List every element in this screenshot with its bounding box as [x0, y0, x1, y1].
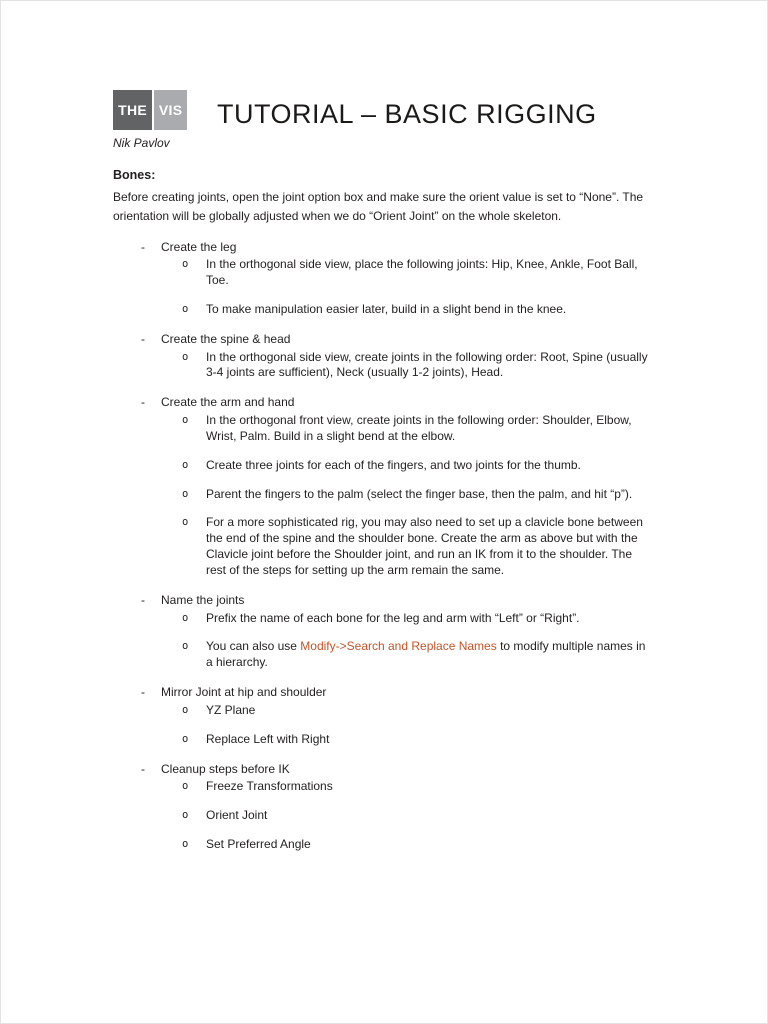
author-name: Nik Pavlov — [113, 136, 170, 150]
circle-bullet: o — [182, 487, 189, 500]
list-section — [113, 593, 655, 671]
dash-bullet: - — [141, 685, 145, 700]
dash-bullet: - — [141, 395, 145, 410]
list-section — [113, 685, 655, 747]
list-section-title — [113, 395, 655, 411]
circle-bullet: o — [182, 350, 189, 363]
bullet-list — [113, 240, 655, 853]
list-section — [113, 240, 655, 318]
text-before-link: You can also use — [206, 639, 301, 654]
list-item-text: To make manipulation easier later, build in a slight bend in the knee. — [206, 302, 567, 316]
logo-the-box: THE — [113, 90, 152, 130]
circle-bullet: o — [182, 838, 189, 851]
circle-bullet: o — [182, 516, 189, 529]
list-item — [113, 458, 655, 474]
section-title-text: Name the joints — [161, 592, 245, 607]
section-title-text: Create the arm and hand — [161, 395, 295, 410]
list-item — [113, 611, 655, 627]
dash-bullet: - — [141, 239, 145, 254]
list-section-title — [113, 762, 655, 778]
list-item — [113, 732, 655, 748]
list-item-text: For a more sophisticated rig, you may also need to set up a clavicle bone between the end of the spine and the shoulder bone. Create the arm as above but with the Clavicle joint before the Shoulder joint, and run an IK from it to the shoulder. The rest of the steps for setting up the arm remain the same. — [206, 515, 643, 577]
list-section-title — [113, 685, 655, 701]
list-item-text: Create three joints for each of the fingers, and two joints for the thumb. — [206, 457, 581, 472]
list-item — [113, 808, 655, 824]
menu-path-highlight: Modify->Search and Replace Names — [300, 639, 497, 654]
list-section-title — [113, 332, 655, 348]
circle-bullet: o — [182, 414, 189, 427]
circle-bullet: o — [182, 703, 189, 716]
dash-bullet: - — [141, 592, 145, 607]
list-item-text: Prefix the name of each bone for the leg and arm with “Left” or “Right”. — [206, 610, 580, 625]
list-section-title — [113, 240, 655, 256]
list-item — [113, 302, 655, 318]
circle-bullet: o — [182, 732, 189, 745]
list-item — [113, 515, 655, 578]
brand-block — [113, 90, 187, 152]
list-item — [113, 639, 655, 671]
list-item — [113, 257, 655, 289]
section-title-text: Mirror Joint at hip and shoulder — [161, 685, 327, 700]
list-item — [113, 413, 655, 445]
circle-bullet: o — [182, 611, 189, 624]
list-item — [113, 837, 655, 853]
list-item — [113, 779, 655, 795]
list-item-text: Set Preferred Angle — [206, 837, 311, 852]
list-item-text: In the orthogonal front view, create joints in the following order: Shoulder, Elbow, Wrist, Palm. Build in a slight bend at the elbow. — [206, 413, 632, 443]
list-section — [113, 762, 655, 853]
list-item — [113, 703, 655, 719]
list-item-text: In the orthogonal side view, place the following joints: Hip, Knee, Ankle, Foot Ball, Toe. — [206, 257, 638, 288]
dash-bullet: - — [141, 331, 145, 346]
list-item-text: YZ Plane — [206, 702, 256, 717]
circle-bullet: o — [182, 640, 189, 653]
circle-bullet: o — [182, 809, 189, 822]
list-item-text: In the orthogonal side view, create joints in the following order: Root, Spine (usually 3-4 joints are sufficient), Neck (usually 1-2 joints), Head. — [206, 349, 648, 380]
list-section — [113, 332, 655, 381]
page-title: TUTORIAL – BASIC RIGGING — [217, 99, 597, 129]
section-title-text: Create the spine & head — [161, 331, 291, 346]
list-item-text: Parent the fingers to the palm (select the finger base, then the palm, and hit “p”). — [206, 486, 633, 501]
intro-paragraph: Before creating joints, open the joint option box and make sure the orient value is set to “None”. The orientation will be globally adjusted when we do “Orient Joint” on the whole skeleton. — [113, 190, 644, 223]
section-heading: Bones: — [113, 167, 156, 182]
text-after-link: to modify multiple names in a hierarchy. — [206, 639, 646, 670]
circle-bullet: o — [182, 303, 189, 315]
dash-bullet: - — [141, 761, 145, 776]
list-item-text — [206, 639, 655, 671]
section-title-text: Cleanup steps before IK — [161, 761, 290, 776]
circle-bullet: o — [182, 780, 189, 793]
logo-vis-box: VIS — [154, 90, 187, 130]
list-section — [113, 395, 655, 578]
document-header — [113, 90, 655, 152]
site-logo — [113, 90, 187, 130]
section-title-text: Create the leg — [161, 239, 237, 254]
list-item-text: Freeze Transformations — [206, 779, 333, 794]
list-item — [113, 350, 655, 382]
list-item-text: Orient Joint — [206, 808, 268, 823]
list-item — [113, 487, 655, 503]
list-item-text: Replace Left with Right — [206, 731, 330, 746]
list-section-title — [113, 593, 655, 609]
circle-bullet: o — [182, 458, 189, 471]
circle-bullet: o — [182, 258, 189, 271]
